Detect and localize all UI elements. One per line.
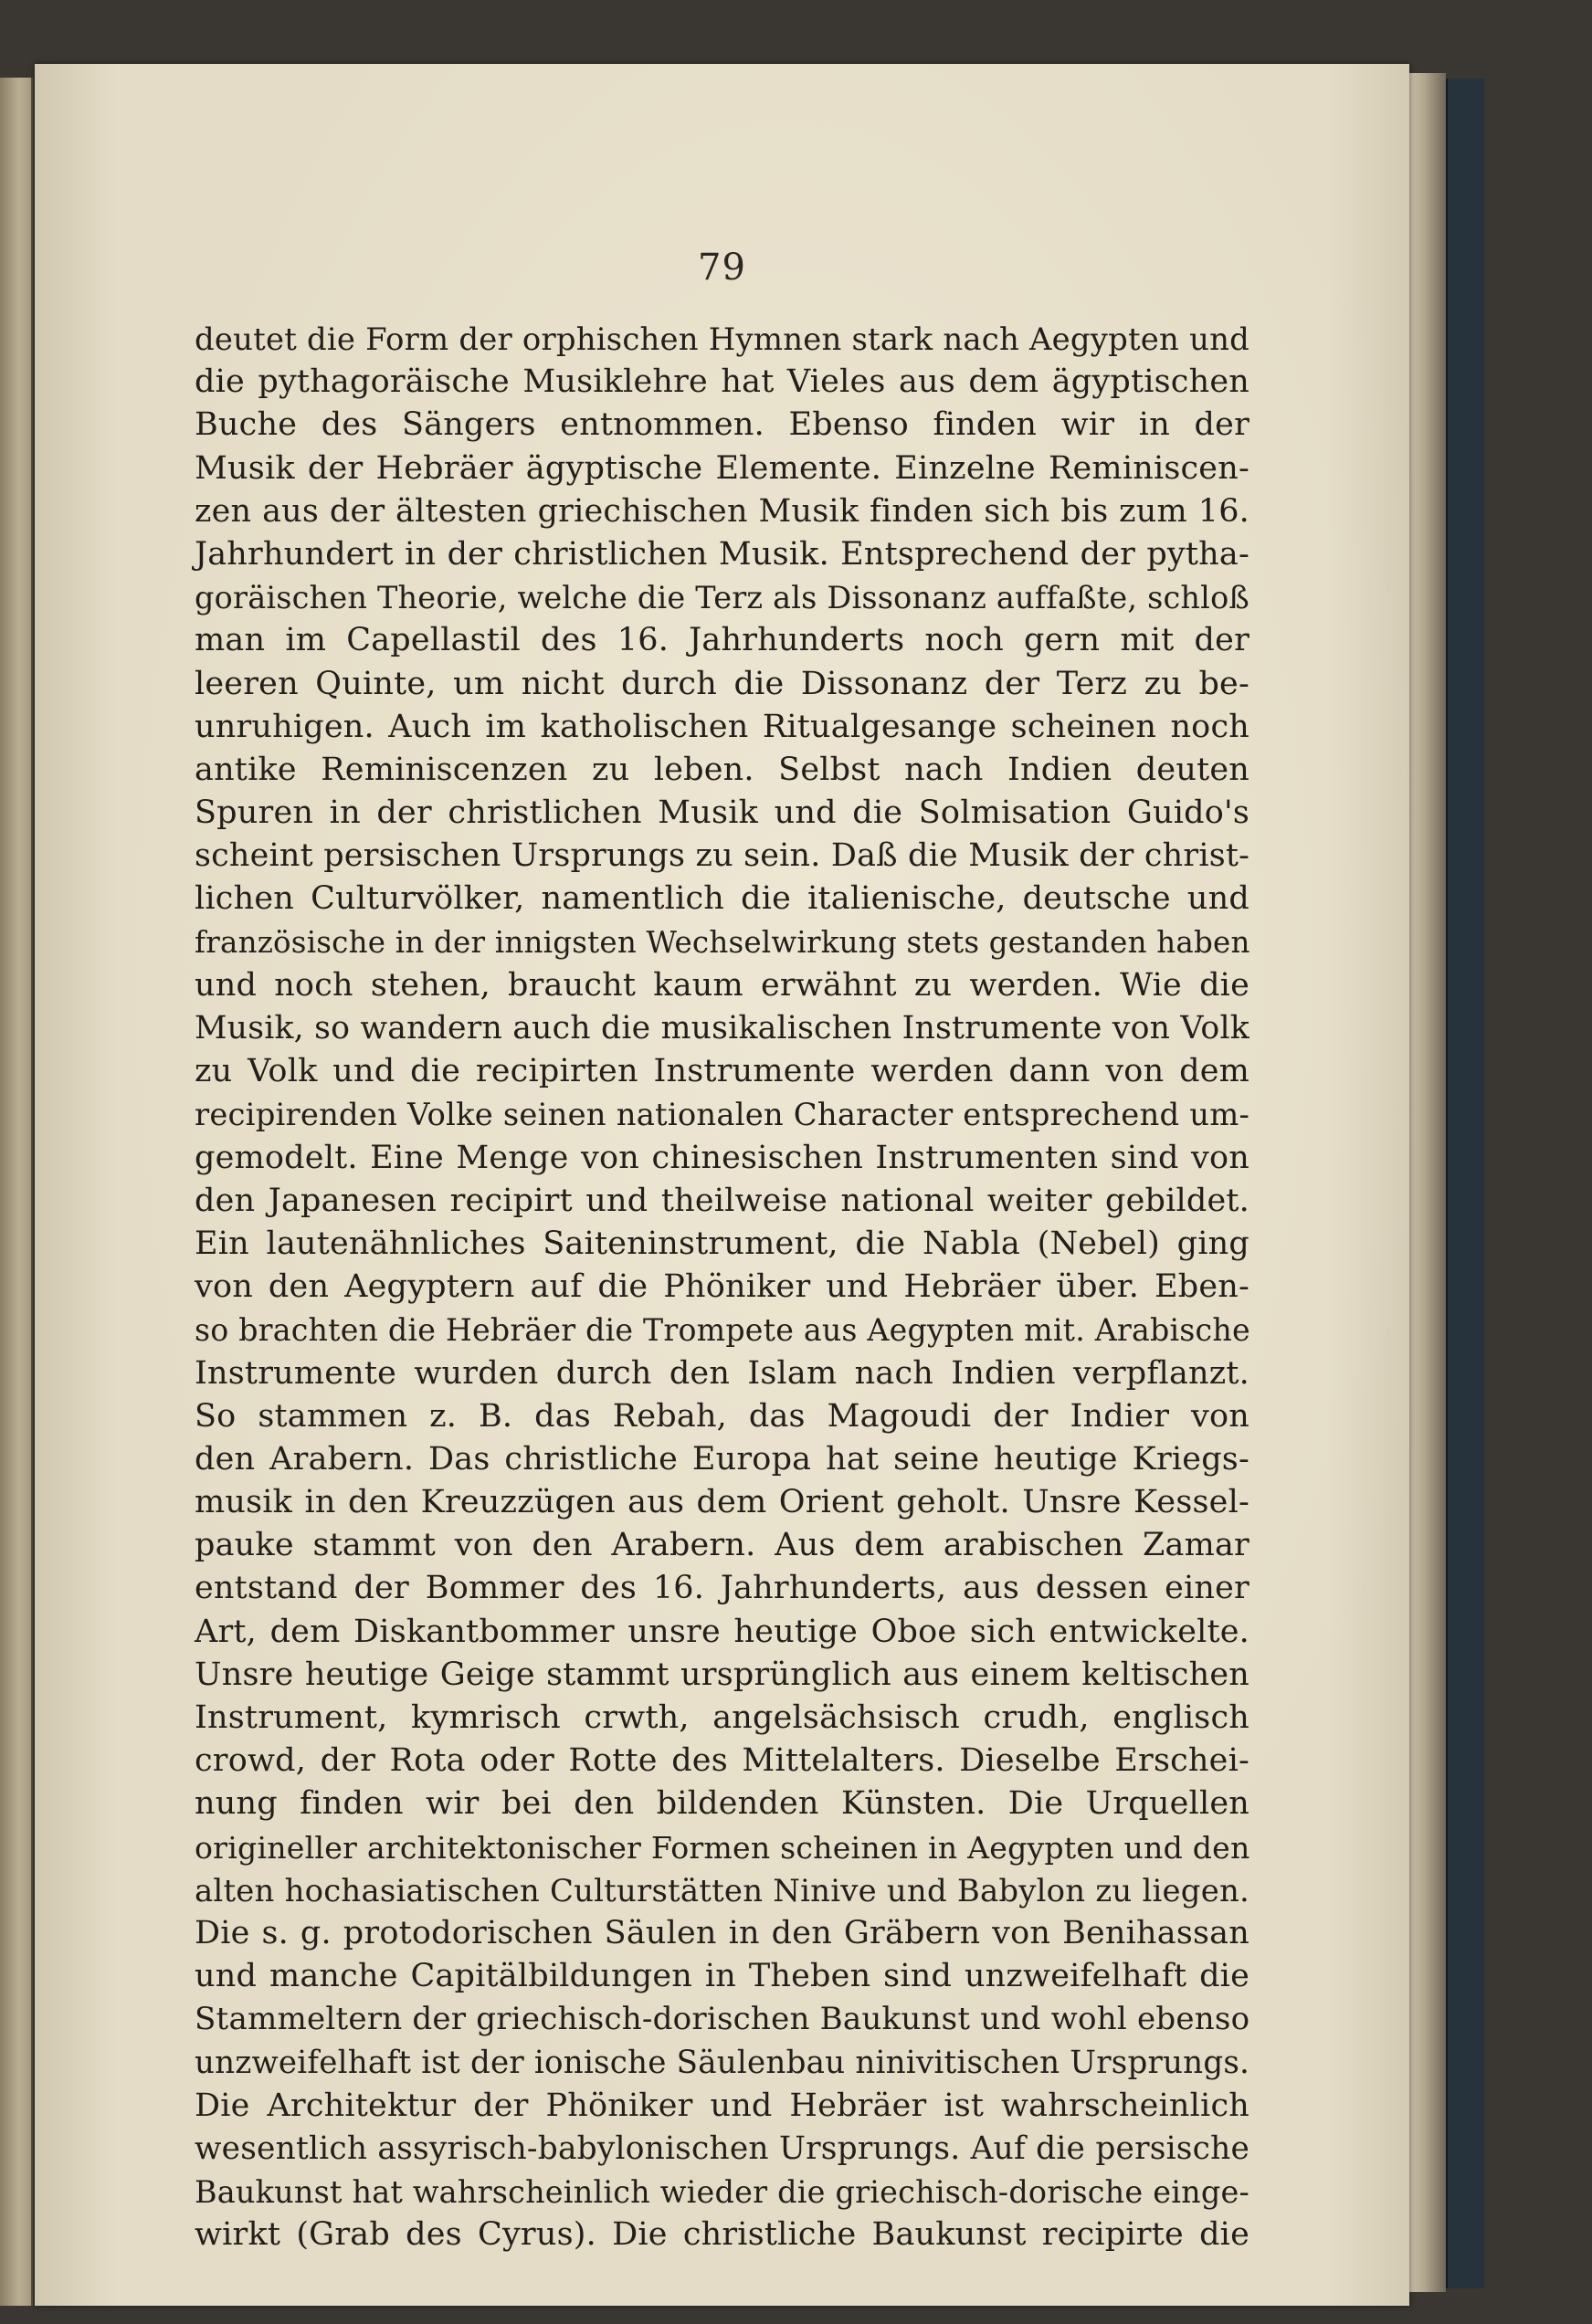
text-line: pauke stammt von den Arabern. Aus dem arabischen Zamar <box>195 1527 1249 1564</box>
text-line: Musik der Hebräer ägyptische Elemente. Einzelne Reminiscen- <box>195 449 1249 487</box>
text-line: Die s. g. protodorischen Säulen in den Gräbern von Benihassan <box>195 1914 1249 1951</box>
text-line: die pythagoräische Musiklehre hat Vieles aus dem ägyptischen <box>195 363 1249 401</box>
text-line: recipirenden Volke seinen nationalen Character entsprechend um- <box>195 1097 1250 1133</box>
text-line: Musik, so wandern auch die musikalischen Instrumente von Volk <box>195 1010 1249 1046</box>
text-line: Stammeltern der griechisch-dorischen Baukunst und wohl ebenso <box>195 2001 1250 2038</box>
body-text <box>195 318 1249 2256</box>
text-line: wesentlich assyrisch-babylonischen Ursprungs. Auf die persische <box>195 2129 1249 2167</box>
text-line: antike Reminiscenzen zu leben. Selbst nach Indien deuten <box>195 751 1249 788</box>
text-line: musik in den Kreuzzügen aus dem Orient geholt. Unsre Kessel- <box>195 1484 1249 1521</box>
text-line: gemodelt. Eine Menge von chinesischen Instrumenten sind von <box>195 1139 1249 1176</box>
text-line: deutet die Form der orphischen Hymnen stark nach Aegypten und <box>195 321 1249 357</box>
text-line: nung finden wir bei den bildenden Künsten. Die Urquellen <box>195 1785 1249 1823</box>
text-line: man im Capellastil des 16. Jahrhunderts noch gern mit der <box>195 622 1249 659</box>
text-line: von den Aegyptern auf die Phöniker und Hebräer über. Eben- <box>195 1268 1249 1306</box>
text-line: alten hochasiatischen Culturstätten Ninive und Babylon zu liegen. <box>195 1872 1249 1909</box>
text-line: den Japanesen recipirt und theilweise national weiter gebildet. <box>195 1182 1249 1219</box>
text-line: origineller architektonischer Formen scheinen in Aegypten und den <box>195 1829 1250 1866</box>
text-line: lichen Culturvölker, namentlich die italienische, deutsche und <box>195 880 1249 918</box>
text-line: Spuren in der christlichen Musik und die Solmisation Guido's <box>195 794 1249 832</box>
text-line: den Arabern. Das christliche Europa hat seine heutige Kriegs- <box>195 1440 1249 1477</box>
text-line: So stammen z. B. das Rebah, das Magoudi der Indier von <box>195 1397 1249 1435</box>
text-line: entstand der Bommer des 16. Jahrhunderts, aus dessen einer <box>195 1570 1249 1607</box>
page-stack-edge <box>1409 73 1446 2292</box>
text-line: Instrumente wurden durch den Islam nach Indien verpflanzt. <box>195 1354 1249 1392</box>
text-line: Buche des Sängers entnommen. Ebenso finden wir in der <box>195 406 1249 444</box>
text-line: unruhigen. Auch im katholischen Ritualgesange scheinen noch <box>195 708 1249 745</box>
text-line: Instrument, kymrisch crwth, angelsächsisch crudh, englisch <box>195 1699 1249 1736</box>
text-line: unzweifelhaft ist der ionische Säulenbau ninivitischen Ursprungs. <box>195 2044 1250 2081</box>
text-line: zen aus der ältesten griechischen Musik finden sich bis zum 16. <box>195 492 1249 530</box>
text-line: und noch stehen, braucht kaum erwähnt zu werden. Wie die <box>195 966 1249 1004</box>
text-line: so brachten die Hebräer die Trompete aus Aegypten mit. Arabische <box>195 1312 1250 1349</box>
previous-page-edge <box>0 78 33 2306</box>
text-line: crowd, der Rota oder Rotte des Mittelalters. Dieselbe Erschei- <box>195 1742 1249 1780</box>
text-line: Die Architektur der Phöniker und Hebräer ist wahrscheinlich <box>195 2087 1249 2124</box>
book-page <box>35 64 1409 2306</box>
text-line: Unsre heutige Geige stammt ursprünglich aus einem keltischen <box>195 1656 1249 1693</box>
text-line: und manche Capitälbildungen in Theben sind unzweifelhaft die <box>195 1958 1249 1995</box>
text-line: Jahrhundert in der christlichen Musik. Entsprechend der pytha- <box>195 535 1249 573</box>
text-line: Ein lautenähnliches Saiteninstrument, die Nabla (Nebel) ging <box>195 1225 1249 1262</box>
text-line: Art, dem Diskantbommer unsre heutige Oboe sich entwickelte. <box>195 1613 1249 1650</box>
text-line: Baukunst hat wahrscheinlich wieder die griechisch-dorische einge- <box>195 2174 1249 2211</box>
page-number: 79 <box>698 247 746 289</box>
text-line: leeren Quinte, um nicht durch die Dissonanz der Terz zu be- <box>195 665 1249 702</box>
text-line: französische in der innigsten Wechselwirkung stets gestanden haben <box>195 924 1250 960</box>
text-line: scheint persischen Ursprungs zu sein. Daß die Musik der christ- <box>195 837 1250 875</box>
book-binding <box>1446 79 1484 2288</box>
text-line: goräischen Theorie, welche die Terz als Dissonanz auffaßte, schloß <box>195 580 1250 616</box>
text-line: wirkt (Grab des Cyrus). Die christliche Baukunst recipirte die <box>195 2216 1249 2254</box>
text-line: zu Volk und die recipirten Instrumente werden dann von dem <box>195 1053 1249 1090</box>
